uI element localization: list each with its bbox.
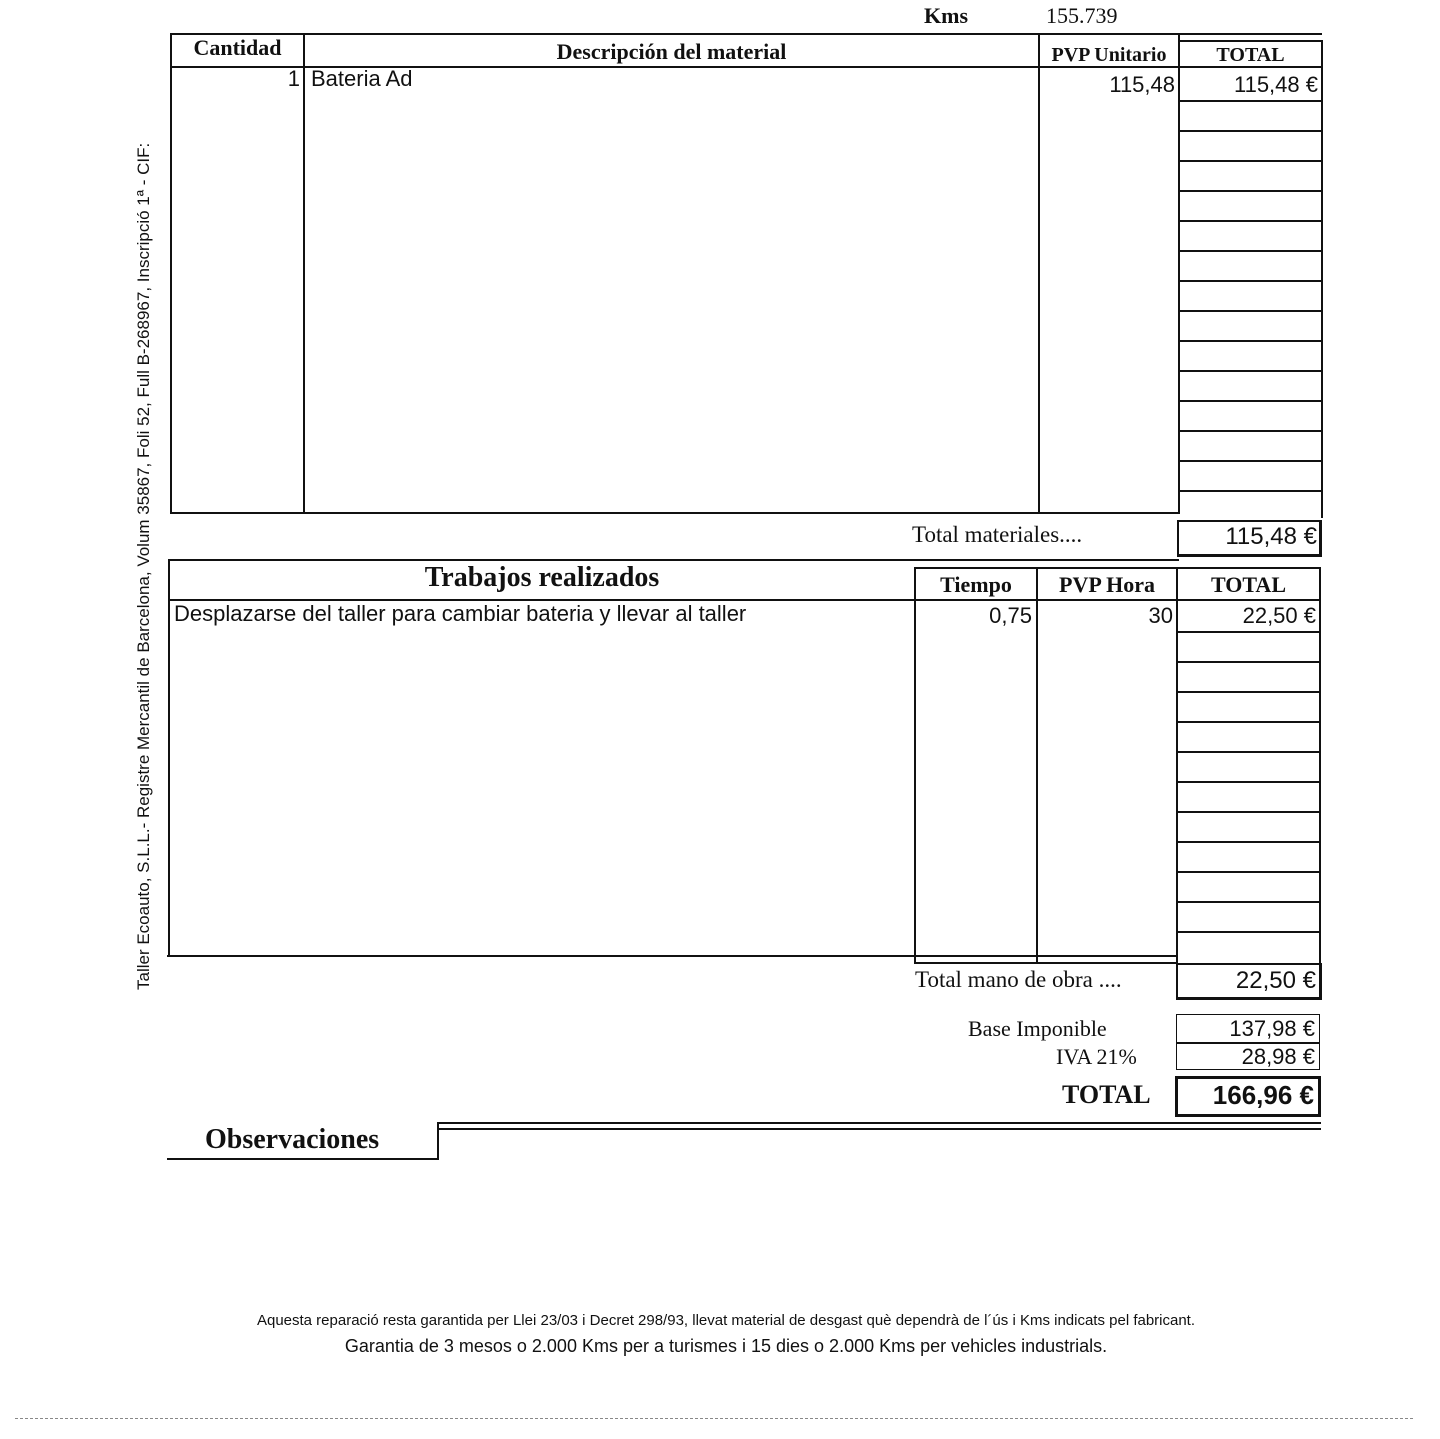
header-description: Descripción del material xyxy=(556,39,787,64)
header-qty: Cantidad xyxy=(193,35,282,60)
row-description: Bateria Ad xyxy=(311,66,413,91)
labour-subtotal-label: Total mano de obra .... xyxy=(915,967,1122,992)
labour-description: Desplazarse del taller para cambiar bateria y llevar al taller xyxy=(174,601,747,626)
iva-label: IVA 21% xyxy=(1056,1044,1137,1069)
company-registry-note: Taller Ecoauto, S.L.L.- Registre Mercantil de Barcelona, Volum 35867, Foli 52, Full B-268967, Inscripció 1ª - CIF: xyxy=(134,142,153,990)
labour-rate: 30 xyxy=(1148,603,1173,628)
header-hour-rate: PVP Hora xyxy=(1059,572,1155,597)
header-works: Trabajos realizados xyxy=(424,562,660,593)
page-divider xyxy=(15,1418,1413,1419)
header-time: Tiempo xyxy=(940,572,1012,597)
row-total: 115,48 € xyxy=(1233,72,1318,97)
labour-subtotal-value: 22,50 € xyxy=(1235,967,1316,994)
base-label: Base Imponible xyxy=(968,1016,1107,1041)
observations-field xyxy=(437,1128,1321,1130)
header-total: TOTAL xyxy=(1216,44,1285,66)
grand-total-label: TOTAL xyxy=(1062,1080,1151,1109)
kms-value: 155.739 xyxy=(1046,3,1118,28)
materials-subtotal-value: 115,48 € xyxy=(1225,523,1317,550)
footer-warranty-law: Aquesta reparació resta garantida per Llei 23/03 i Decret 298/93, llevat material de desgast què dependrà de l´ús i Kms indicats pel fabricant. xyxy=(256,1312,1196,1329)
grand-total-value: 166,96 € xyxy=(1212,1080,1314,1110)
base-value: 137,98 € xyxy=(1229,1016,1315,1041)
iva-value: 28,98 € xyxy=(1241,1044,1315,1069)
labour-total: 22,50 € xyxy=(1242,603,1316,628)
footer-warranty-terms: Garantia de 3 mesos o 2.000 Kms per a turismes i 15 dies o 2.000 Kms per vehicles industrials. xyxy=(344,1336,1108,1356)
header-unit-price: PVP Unitario xyxy=(1051,44,1167,66)
kms-label: Kms xyxy=(924,3,968,28)
row-qty: 1 xyxy=(287,66,300,91)
observations-label: Observaciones xyxy=(205,1124,380,1155)
materials-subtotal-label: Total materiales.... xyxy=(912,522,1083,547)
header-labour-total: TOTAL xyxy=(1211,572,1286,597)
labour-time: 0,75 xyxy=(989,603,1032,628)
row-unit-price: 115,48 xyxy=(1109,72,1175,97)
